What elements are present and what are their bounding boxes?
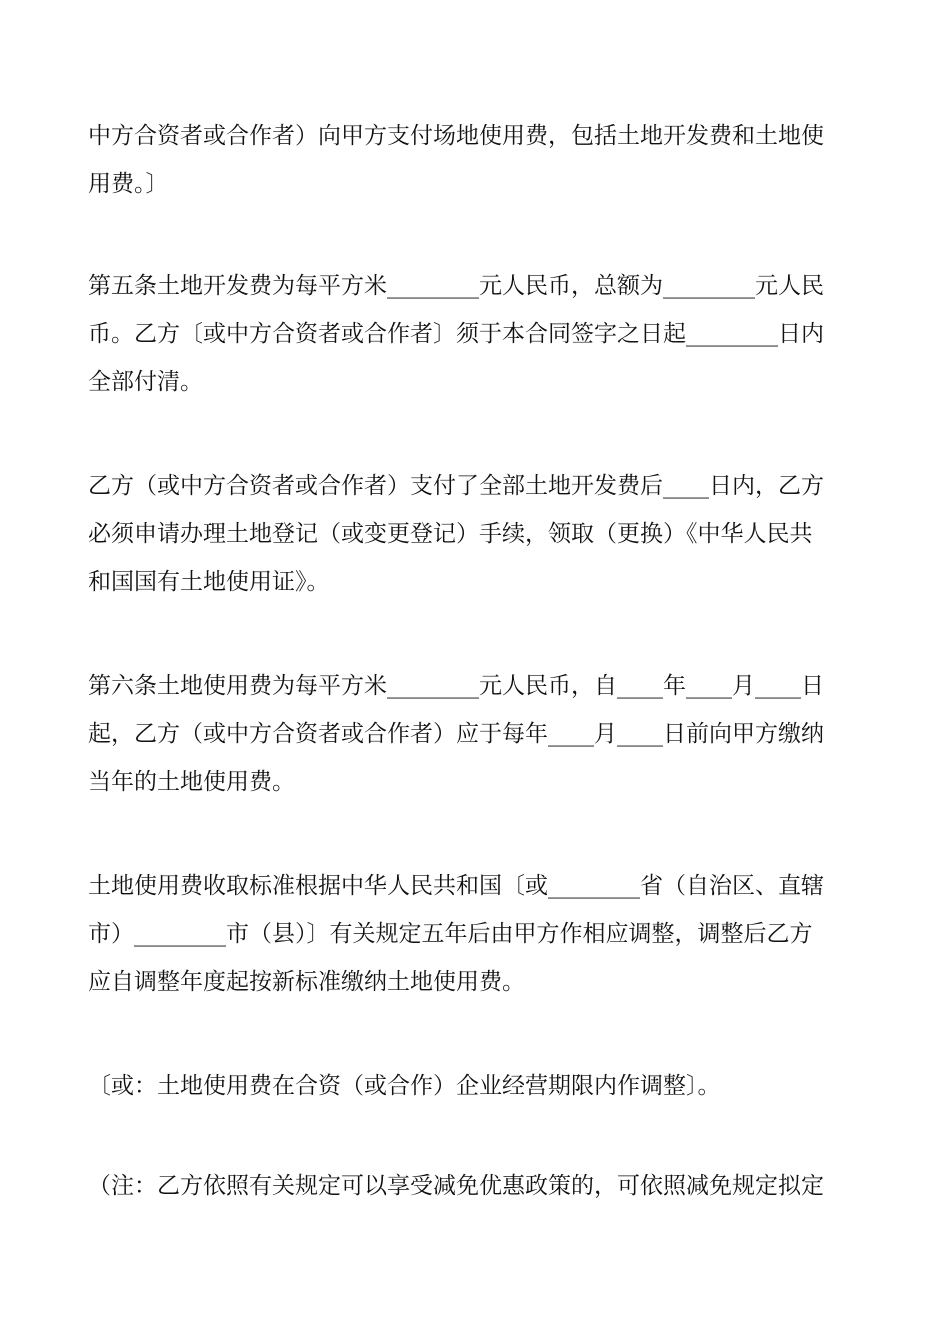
paragraph-land-registration (88, 462, 868, 606)
text-line: 第五条土地开发费为每平方米________元人民币，总额为________元人民 (88, 273, 824, 299)
text-line: 币。乙方〔或中方合资者或合作者〕须于本合同签字之日起________日内 (88, 321, 824, 347)
text-line: 应自调整年度起按新标准缴纳土地使用费。 (88, 969, 525, 995)
paragraph-note (88, 1162, 868, 1210)
paragraph-alternative-clause (88, 1062, 868, 1110)
text-line: 起，乙方（或中方合资者或合作者）应于每年____月____日前向甲方缴纳 (88, 721, 824, 747)
text-line: 市）________市（县）〕有关规定五年后由甲方作相应调整，调整后乙方 (88, 921, 813, 947)
text-line: （注：乙方依照有关规定可以享受减免优惠政策的，可依照减免规定拟定 (88, 1173, 824, 1199)
paragraph-article-five (88, 262, 868, 406)
text-line: 中方合资者或合作者）向甲方支付场地使用费，包括土地开发费和土地使 (88, 123, 824, 149)
text-line: 第六条土地使用费为每平方米________元人民币，自____年____月____日 (88, 673, 824, 699)
paragraph-article-six (88, 662, 868, 806)
text-line: 〔或：土地使用费在合资（或合作）企业经营期限内作调整〕。 (88, 1073, 721, 1099)
text-line: 当年的土地使用费。 (88, 769, 295, 795)
paragraph-fee-adjustment (88, 862, 868, 1006)
paragraph-site-fee-continuation (88, 112, 868, 208)
text-line: 土地使用费收取标准根据中华人民共和国〔或________省（自治区、直辖 (88, 873, 824, 899)
text-line: 用费。〕 (88, 171, 169, 197)
text-line: 全部付清。 (88, 369, 203, 395)
text-line: 乙方（或中方合资者或合作者）支付了全部土地开发费后____日内，乙方 (88, 473, 824, 499)
text-line: 必须申请办理土地登记（或变更登记）手续，领取（更换）《中华人民共 (88, 521, 813, 547)
text-line: 和国国有土地使用证》。 (88, 569, 330, 595)
